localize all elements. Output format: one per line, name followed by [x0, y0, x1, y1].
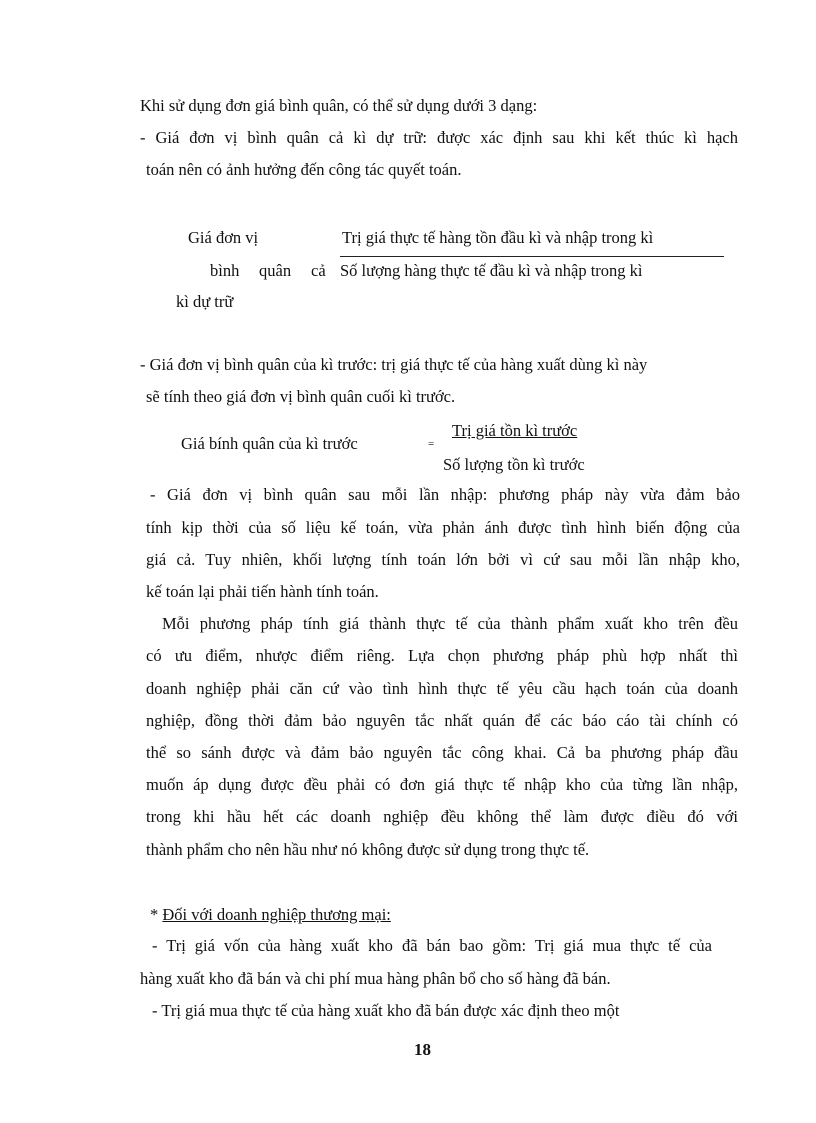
formula2-equals: = — [428, 438, 435, 450]
formula1-fraction-bar — [340, 256, 724, 257]
method3-line4: kế toán lại phải tiến hành tính toán. — [146, 582, 379, 601]
paragraph-line3: doanh nghiệp phải căn cứ vào tình hình thực tế yêu cầu hạch toán của doanh — [146, 679, 738, 698]
paragraph-line4: nghiệp, đồng thời đảm bảo nguyên tắc nhất quán để các báo cáo tài chính có — [146, 711, 738, 730]
method3-line3: giá cả. Tuy nhiên, khối lượng tính toán lớn bởi vì cứ sau mỗi lần nhập kho, — [146, 550, 740, 569]
commerce-heading-star: * — [150, 905, 163, 924]
formula2-denominator: Số lượng tồn kì trước — [443, 455, 585, 474]
method3-line2: tính kịp thời của số liệu kế toán, vừa phản ánh được tình hình biến động của — [146, 518, 740, 537]
paragraph-line5: thể so sánh được và đảm bảo nguyên tắc công khai. Cả ba phương pháp đầu — [146, 743, 738, 762]
formula1-denominator: Số lượng hàng thực tế đầu kì và nhập trong kì — [340, 261, 643, 280]
intro-text: Khi sử dụng đơn giá bình quân, có thể sử dụng dưới 3 dạng: — [140, 96, 538, 115]
method2-line2: sẽ tính theo giá đơn vị bình quân cuối kì trước. — [146, 387, 456, 406]
commerce-item1-line1: - Trị giá vốn của hàng xuất kho đã bán bao gồm: Trị giá mua thực tế của — [152, 936, 712, 955]
method2-line1: - Giá đơn vị bình quân của kì trước: trị giá thực tế của hàng xuất dùng kì này — [140, 355, 648, 374]
method1-line1: - Giá đơn vị bình quân cả kì dự trữ: được xác định sau khi kết thúc kì hạch — [140, 128, 738, 147]
formula1-label-line2b: quân — [259, 261, 292, 280]
formula1-label-line3: kì dự trữ — [176, 292, 234, 311]
formula2-label: Giá bính quân của kì trước — [181, 434, 358, 453]
paragraph-line1: Mỗi phương pháp tính giá thành thực tế của thành phẩm xuất kho trên đều — [162, 614, 738, 633]
commerce-item1-line2: hàng xuất kho đã bán và chi phí mua hàng phân bổ cho số hàng đã bán. — [140, 969, 611, 988]
formula1-label-line1: Giá đơn vị — [188, 228, 259, 247]
paragraph-line7: trong khi hầu hết các doanh nghiệp đều không thể làm được điều đó với — [146, 807, 738, 826]
method1-line2: toán nên có ảnh hưởng đến công tác quyết toán. — [146, 160, 462, 179]
commerce-heading — [150, 905, 391, 925]
page-number: 18 — [414, 1040, 431, 1059]
formula1-label-line2c: cả — [311, 261, 326, 280]
formula1-label-line2a: bình — [210, 261, 240, 280]
paragraph-line8: thành phẩm cho nên hầu như nó không được sử dụng trong thực tế. — [146, 840, 590, 859]
formula1-numerator: Trị giá thực tế hàng tồn đầu kì và nhập trong kì — [342, 228, 654, 247]
commerce-heading-text: Đối với doanh nghiệp thương mại: — [162, 905, 391, 924]
method3-line1: - Giá đơn vị bình quân sau mỗi lần nhập: phương pháp này vừa đảm bảo — [150, 485, 740, 504]
paragraph-line6: muốn áp dụng được đều phải có đơn giá thực tế nhập kho của từng lần nhập, — [146, 775, 738, 794]
formula2-numerator: Trị giá tồn kì trước — [452, 421, 578, 440]
paragraph-line2: có ưu điểm, nhược điểm riêng. Lựa chọn phương pháp phù hợp nhất thì — [146, 646, 738, 665]
commerce-item2-line1: - Trị giá mua thực tế của hàng xuất kho đã bán được xác định theo một — [152, 1001, 620, 1020]
